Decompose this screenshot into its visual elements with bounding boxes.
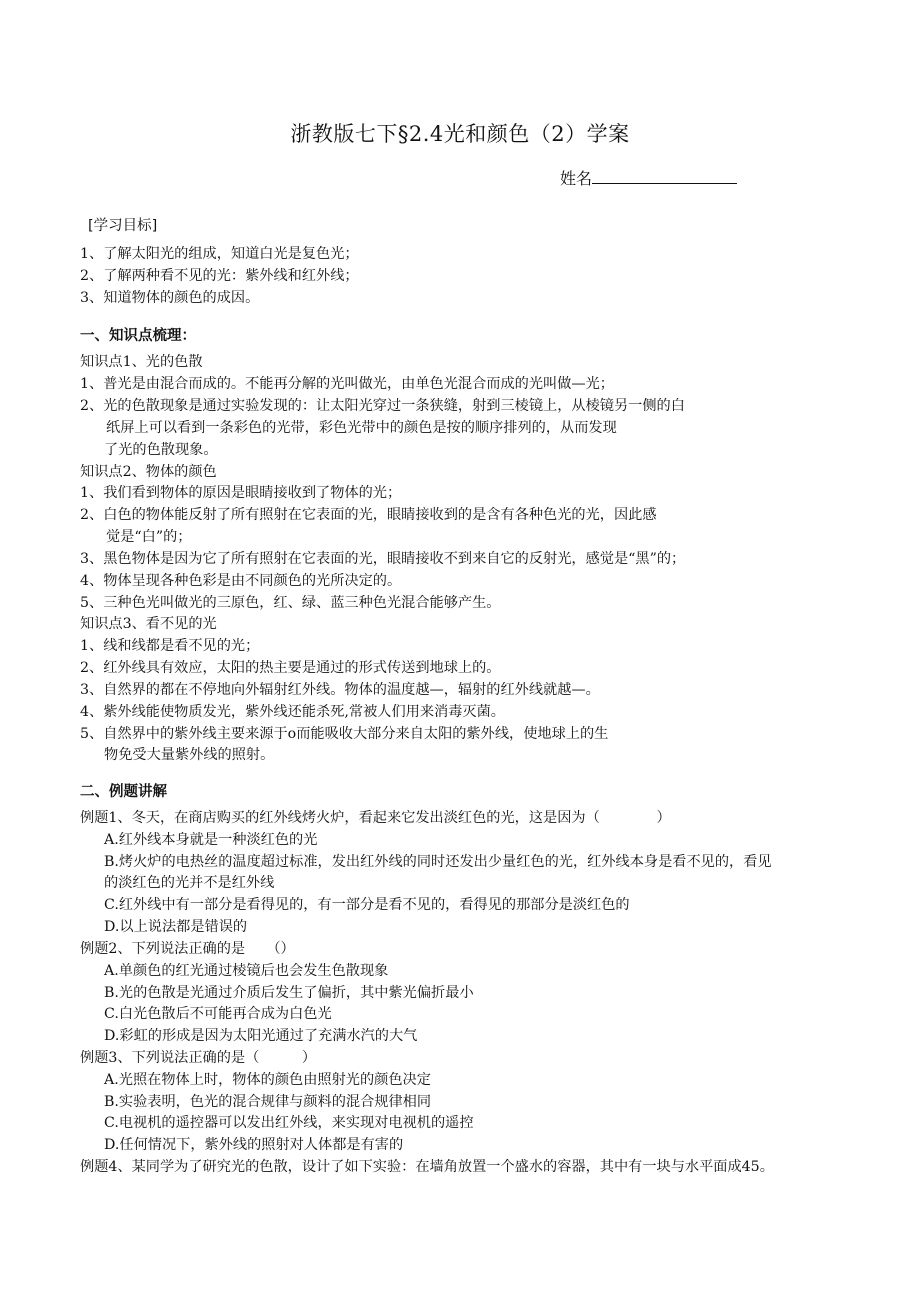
answer-option: A.单颜色的红光通过棱镜后也会发生色散现象: [104, 963, 389, 979]
text-line: 5、三种色光叫做光的三原色，红、绿、蓝三种色光混合能够产生。: [80, 595, 501, 611]
example-question: 例题1、冬天，在商店购买的红外线烤火炉，看起来它发出淡红色的光，这是因为（ ）: [80, 810, 671, 826]
objective-item: 1、了解太阳光的组成，知道白光是复色光；: [80, 246, 359, 262]
text-line: 3、自然界的都在不停地向外辐射红外线。物体的温度越—，辐射的红外线就越—。: [80, 682, 600, 698]
section1-heading: 一、知识点梳理：: [80, 328, 196, 344]
knowledge-point-title: 知识点2、物体的颜色: [80, 464, 217, 480]
answer-option: B.光的色散是光通过介质后发生了偏折，其中紫光偏折最小: [104, 985, 474, 1001]
text-line: 3、黑色物体是因为它了所有照射在它表面的光，眼睛接收不到来自它的反射光，感觉是“黑”的；: [80, 551, 686, 567]
name-blank-line: [592, 169, 737, 184]
answer-option: A.红外线本身就是一种淡红色的光: [104, 832, 318, 848]
text-line: 物免受大量紫外线的照射。: [104, 747, 275, 763]
answer-option: A.光照在物体上时，物体的颜色由照射光的颜色决定: [104, 1072, 431, 1088]
text-line: 1、我们看到物体的原因是眼睛接收到了物体的光；: [80, 485, 402, 501]
text-line: 2、白色的物体能反射了所有照射在它表面的光，眼睛接收到的是含有各种色光的光，因此感: [80, 507, 657, 523]
text-line: 4、物体呈现各种色彩是由不同颜色的光所决定的。: [80, 573, 402, 589]
answer-option: D.以上说法都是错误的: [104, 919, 248, 935]
example-question: 例题4、某同学为了研究光的色散，设计了如下实验：在墙角放置一个盛水的容器，其中有一块与水平面成45。: [80, 1159, 774, 1175]
answer-option: D.彩虹的形成是因为太阳光通过了充满水汽的大气: [104, 1028, 418, 1044]
example-question: 例题3、下列说法正确的是（ ）: [80, 1050, 317, 1066]
name-field: [560, 166, 737, 189]
answer-option: B.实验表明，色光的混合规律与颜料的混合规律相同: [104, 1094, 432, 1110]
knowledge-point-title: 知识点1、光的色散: [80, 354, 203, 370]
text-line: 1、普光是由混合而成的。不能再分解的光叫做光，由单色光混合而成的光叫做—光；: [80, 376, 614, 392]
text-line: 1、线和线都是看不见的光；: [80, 638, 260, 654]
text-line: 2、红外线具有效应，太阳的热主要是通过的形式传送到地球上的。: [80, 660, 501, 676]
text-line: 5、自然界中的紫外线主要来源于o而能吸收大部分来自太阳的紫外线，使地球上的生: [80, 726, 609, 742]
objective-item: 2、了解两种看不见的光：紫外线和红外线；: [80, 268, 359, 284]
answer-option: B.烤火炉的电热丝的温度超过标准，发出红外线的同时还发出少量红色的光，红外线本身是看不见的，看见: [104, 854, 772, 870]
answer-option: C.电视机的遥控器可以发出红外线，来实现对电视机的遥控: [104, 1115, 474, 1131]
text-line: 2、光的色散现象是通过实验发现的：让太阳光穿过一条狭缝，射到三棱镜上，从棱镜另一侧的白: [80, 398, 685, 414]
objective-item: 3、知道物体的颜色的成因。: [80, 290, 260, 306]
text-line: 了光的色散现象。: [104, 442, 218, 458]
answer-option: C.白光色散后不可能再合成为白色光: [104, 1006, 332, 1022]
page-title: 浙教版七下§2.4光和颜色（2）学案: [290, 122, 630, 146]
section2-heading: 二、例题讲解: [80, 784, 167, 800]
text-line: 4、紫外线能使物质发光，紫外线还能杀死,常被人们用来消毒灭菌。: [80, 704, 505, 720]
answer-option: D.任何情况下，紫外线的照射对人体都是有害的: [104, 1137, 404, 1153]
text-line: 纸屏上可以看到一条彩色的光带，彩色光带中的颜色是按的顺序排列的，从而发现: [106, 420, 617, 436]
text-line: 觉是“白”的；: [106, 529, 192, 545]
answer-option: C.红外线中有一部分是看得见的，有一部分是看不见的，看得见的那部分是淡红色的: [104, 897, 630, 913]
knowledge-point-title: 知识点3、看不见的光: [80, 616, 217, 632]
name-label: 姓名: [560, 169, 593, 188]
example-question: 例题2、下列说法正确的是 （）: [80, 941, 295, 957]
objectives-heading: [学习目标]: [88, 218, 158, 234]
answer-option: 的淡红色的光并不是红外线: [104, 875, 275, 891]
